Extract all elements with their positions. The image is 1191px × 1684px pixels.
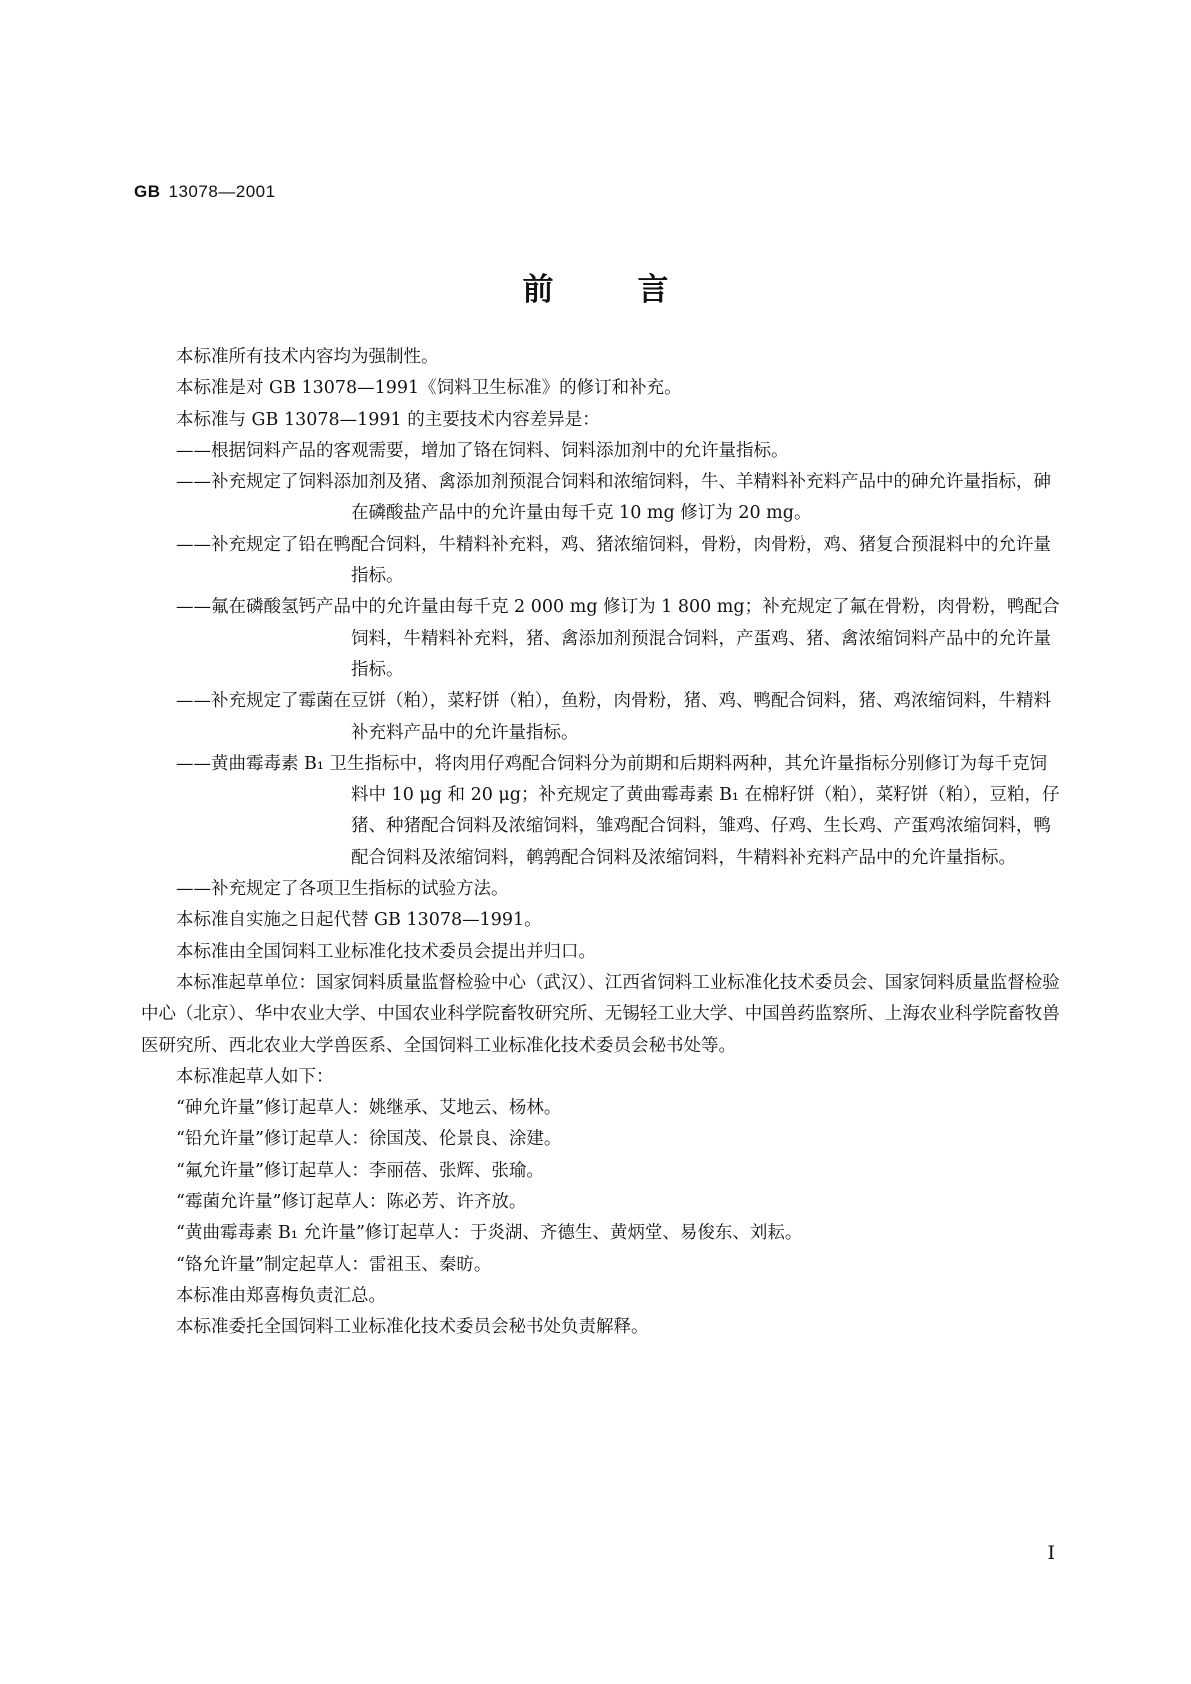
standard-prefix: GB — [134, 182, 161, 201]
paragraph-drafters-intro: 本标准起草人如下： — [176, 1066, 334, 1087]
list-item-test-methods: ——补充规定了各项卫生指标的试验方法。 — [176, 879, 509, 900]
list-item-aflatoxin: ——黄曲霉毒素 B₁ 卫生指标中，将肉用仔鸡配合饲料分为前期和后期料两种，其允许量指标分别修订为每千克饲料中 10 μg 和 20 μg；补充规定了黄曲霉毒素 B₁ 在棉籽饼（粕），菜籽饼（粕），豆粕，仔猪、种猪配合饲料及浓缩饲料，雏鸡配合饲料，雏鸡、仔鸡、生长鸡、产蛋鸡浓缩饲料，鸭配合饲料及浓缩饲料，鹌鹑配合饲料及浓缩饲料，牛精料补充料产品中的允许量指标。 — [176, 753, 1060, 868]
paragraph-drafting-units: 本标准起草单位：国家饲料质量监督检验中心（武汉）、江西省饲料工业标准化技术委员会、国家饲料质量监督检验中心（北京）、华中农业大学、中国农业科学院畜牧研究所、无锡轻工业大学、中国兽药监察所、上海农业科学院畜牧兽医研究所、西北农业大学兽医系、全国饲料工业标准化技术委员会秘书处等。 — [141, 972, 1060, 1056]
paragraph-proposer: 本标准由全国饲料工业标准化技术委员会提出并归口。 — [176, 941, 596, 962]
drafter-fluorine: “氟允许量”修订起草人：李丽蓓、张辉、张瑜。 — [176, 1160, 544, 1181]
paragraph-mandatory-statement: 本标准所有技术内容均为强制性。 — [176, 347, 439, 367]
paragraph-compiler: 本标准由郑喜梅负责汇总。 — [176, 1285, 386, 1306]
paragraph-replacement: 本标准自实施之日起代替 GB 13078—1991。 — [176, 910, 542, 931]
page-number: I — [1047, 1542, 1055, 1564]
paragraph-differences-intro: 本标准与 GB 13078—1991 的主要技术内容差异是： — [176, 409, 600, 430]
list-item-arsenic: ——补充规定了饲料添加剂及猪、禽添加剂预混合饲料和浓缩饲料，牛、羊精料补充料产品中的砷允许量指标，砷在磷酸盐产品中的允许量由每千克 10 mg 修订为 20 mg。 — [176, 472, 1051, 524]
paragraph-interpretation: 本标准委托全国饲料工业标准化技术委员会秘书处负责解释。 — [176, 1317, 649, 1338]
standard-code — [134, 182, 276, 202]
drafter-mould: “霉菌允许量”修订起草人：陈必芳、许齐放。 — [176, 1192, 527, 1213]
list-item-fluorine: ——氟在磷酸氢钙产品中的允许量由每千克 2 000 mg 修订为 1 800 mg；补充规定了氟在骨粉，肉骨粉，鸭配合饲料，牛精料补充料，猪、禽添加剂预混合饲料，产蛋鸡、猪、禽浓缩饲料产品中的允许量指标。 — [176, 597, 1060, 680]
paragraph-revision-statement: 本标准是对 GB 13078—1991《饲料卫生标准》的修订和补充。 — [176, 378, 682, 399]
drafter-aflatoxin: “黄曲霉毒素 B₁ 允许量”修订起草人：于炎湖、齐德生、黄炳堂、易俊东、刘耘。 — [176, 1223, 803, 1244]
drafter-chromium: “铬允许量”制定起草人：雷祖玉、秦昉。 — [176, 1254, 492, 1275]
foreword-body — [141, 342, 1062, 1344]
list-item-mould: ——补充规定了霉菌在豆饼（粕），菜籽饼（粕），鱼粉，肉骨粉，猪、鸡、鸭配合饲料，猪、鸡浓缩饲料，牛精料补充料产品中的允许量指标。 — [176, 691, 1051, 743]
page-title: 前言 — [522, 272, 753, 308]
list-item-lead: ——补充规定了铅在鸭配合饲料，牛精料补充料，鸡、猪浓缩饲料，骨粉，肉骨粉，鸡、猪复合预混料中的允许量指标。 — [176, 534, 1051, 587]
drafter-arsenic: “砷允许量”修订起草人：姚继承、艾地云、杨林。 — [176, 1098, 562, 1119]
standard-number: 13078—2001 — [168, 182, 276, 201]
drafter-lead: “铅允许量”修订起草人：徐国茂、伦景良、涂建。 — [176, 1129, 562, 1150]
list-item-chromium: ——根据饲料产品的客观需要，增加了铬在饲料、饲料添加剂中的允许量指标。 — [176, 440, 789, 461]
